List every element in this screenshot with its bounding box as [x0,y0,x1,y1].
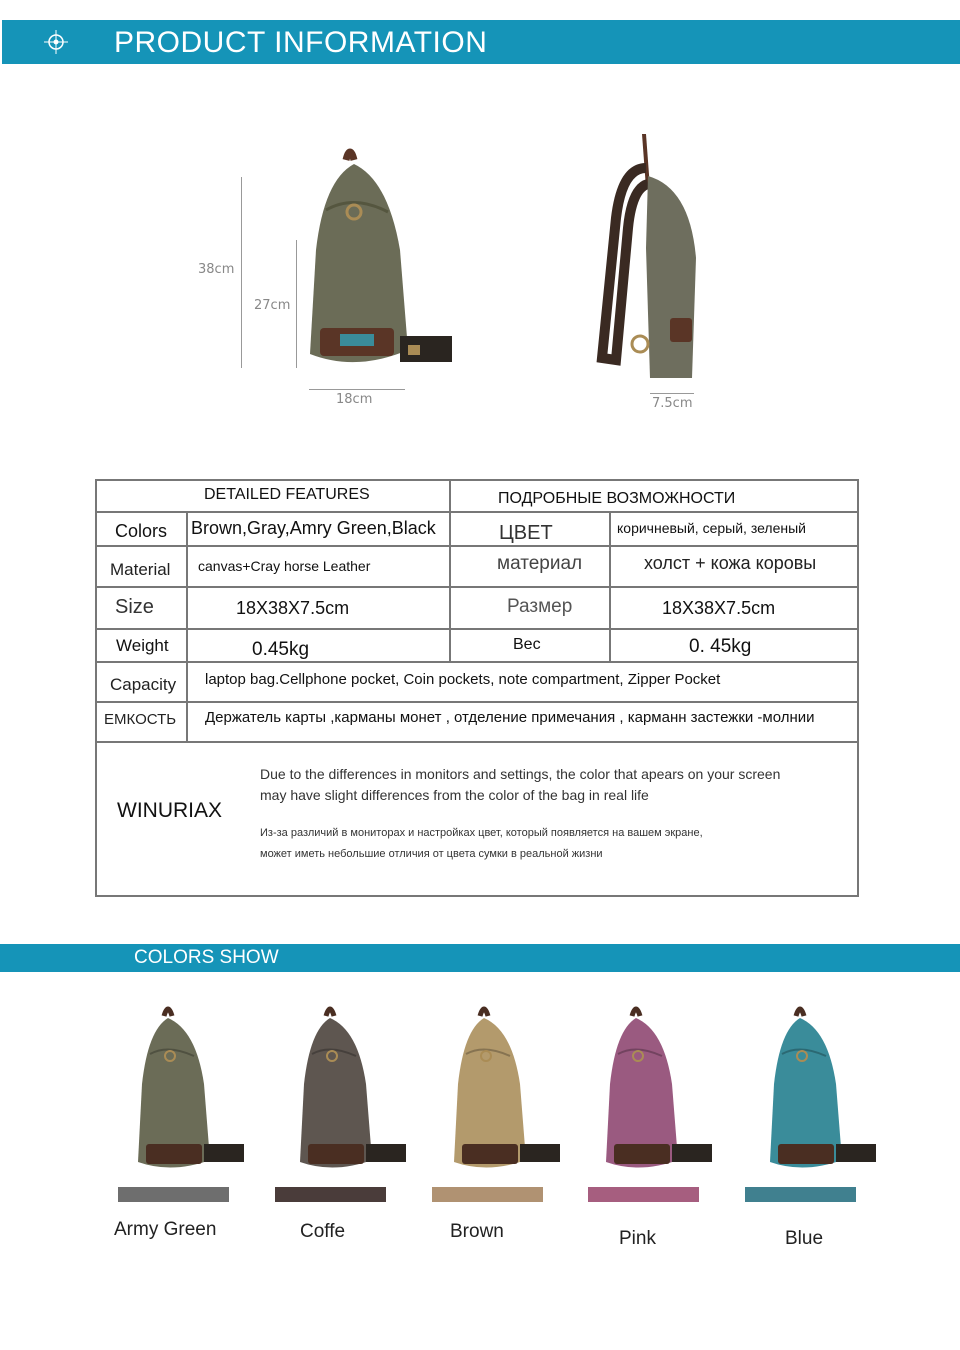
colors-show-title: COLORS SHOW [134,947,279,968]
capacity-label-ru: ЕМКОСТЬ [104,711,177,728]
swatch-blue [745,1187,856,1202]
table-line [95,895,859,897]
note-text-ru-1: Из-за различий в мониторах и настройках цвет, который появляется на вашем экране, [260,827,703,839]
weight-value-ru: 0. 45kg [689,636,752,657]
crosshair-icon [44,30,68,54]
features-heading-ru: ПОДРОБНЫЕ ВОЗМОЖНОСТИ [498,490,736,507]
swatch-brown [432,1187,543,1202]
table-line [95,661,859,663]
table-line [95,511,859,513]
note-text-en-1: Due to the differences in monitors and settings, the color that apears on your screen [260,766,781,782]
colors-value: Brown,Gray,Amry Green,Black [191,518,436,538]
capacity-label: Capacity [110,675,177,694]
height-total-line [241,177,242,368]
colors-label-ru: ЦВЕТ [499,522,553,544]
size-label: Size [115,596,154,618]
bag-variant-image [128,1000,248,1175]
width-line [309,389,405,390]
bag-front-image [296,140,456,380]
bag-variant-image [444,1000,564,1175]
features-table [95,479,859,897]
color-name-brown: Brown [450,1221,504,1242]
material-value-ru: холст + кожа коровы [644,553,817,573]
table-line [95,741,859,743]
table-line [95,479,97,897]
features-heading-en: DETAILED FEATURES [204,486,370,503]
size-value-ru: 18X38X7.5cm [662,598,776,618]
brand-name: WINURIAX [117,799,222,822]
size-label-ru: Размер [507,596,573,617]
page-title: PRODUCT INFORMATION [114,26,488,59]
height-body-label: 27cm [254,298,291,313]
bag-variant-image [760,1000,880,1175]
swatch-coffe [275,1187,386,1202]
capacity-value: laptop bag.Cellphone pocket, Coin pockets, note compartment, Zipper Pocket [205,671,721,688]
table-line [95,479,859,481]
table-line [449,479,451,661]
bag-variant-image [290,1000,410,1175]
color-name-pink: Pink [619,1228,656,1249]
material-label-ru: материал [497,553,583,574]
color-name-coffe: Coffe [300,1221,346,1242]
table-line [857,479,859,897]
swatch-army-green [118,1187,229,1202]
table-line [95,628,859,630]
table-line [95,701,859,703]
table-line [95,586,859,588]
table-line [609,511,611,661]
weight-value: 0.45kg [252,639,310,660]
note-text-ru-2: может иметь небольшие отличия от цвета сумки в реальной жизни [260,848,603,860]
colors-label: Colors [115,521,168,541]
color-name-blue: Blue [785,1228,824,1249]
product-information-banner [2,20,960,64]
height-total-label: 38cm [198,262,235,277]
colors-value-ru: коричневый, серый, зеленый [617,520,806,536]
weight-label-ru: Вес [513,636,541,653]
weight-label: Weight [116,636,169,655]
colors-show-banner [0,944,960,972]
bag-side-image [592,128,712,388]
color-name-army-green: Army Green [114,1219,217,1240]
table-line [186,511,188,743]
material-label: Material [110,560,171,579]
depth-label: 7.5cm [652,396,693,411]
swatch-pink [588,1187,699,1202]
bag-variant-image [596,1000,716,1175]
note-text-en-2: may have slight differences from the color of the bag in real life [260,787,649,803]
depth-line [650,393,694,394]
width-label: 18cm [336,392,373,407]
size-value: 18X38X7.5cm [236,598,350,618]
capacity-value-ru: Держатель карты ,карманы монет , отделение примечания , карманн застежки -молнии [205,709,815,726]
table-line [95,545,859,547]
material-value: canvas+Cray horse Leather [198,558,371,574]
